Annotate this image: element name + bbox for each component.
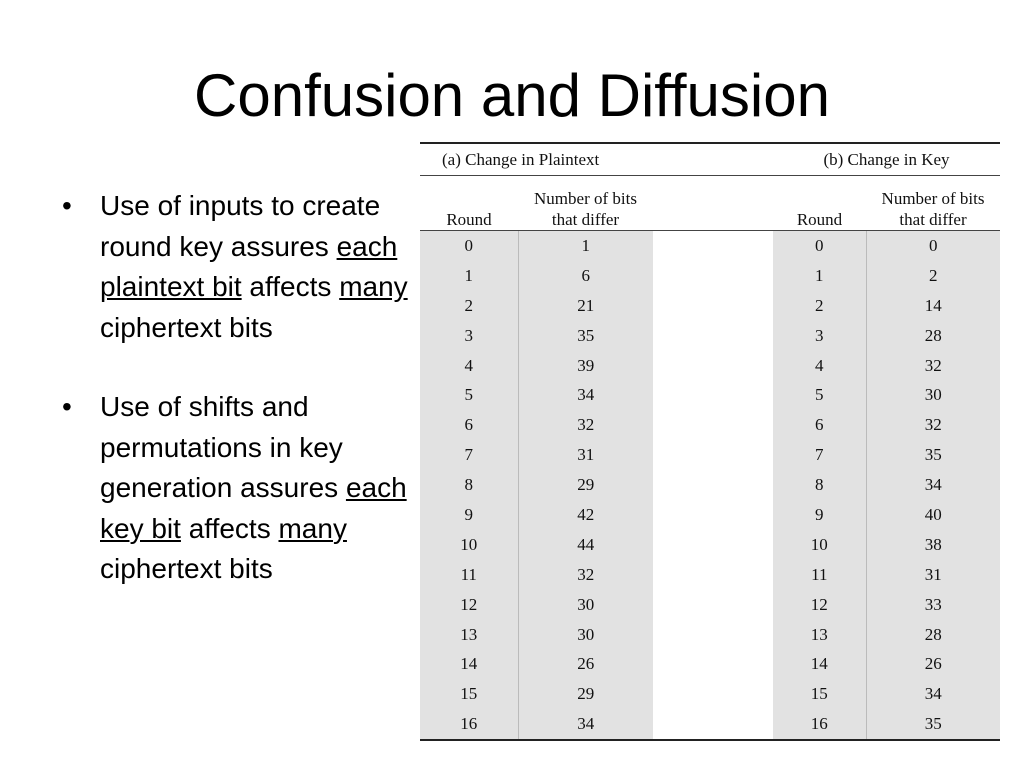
key-bits-cell: 35 bbox=[866, 709, 1000, 740]
plaintext-bits-cell: 42 bbox=[518, 500, 653, 530]
plaintext-round-cell: 11 bbox=[420, 560, 518, 590]
column-header-bits: Number of bits that differ bbox=[518, 176, 653, 231]
bits-difference-table bbox=[420, 142, 1000, 740]
gap-cell bbox=[653, 620, 773, 650]
plaintext-bits-cell: 29 bbox=[518, 679, 653, 709]
plaintext-round-cell: 7 bbox=[420, 440, 518, 470]
plaintext-round-cell: 9 bbox=[420, 500, 518, 530]
key-round-cell: 0 bbox=[773, 231, 866, 261]
plaintext-bits-cell: 1 bbox=[518, 231, 653, 261]
key-round-cell: 16 bbox=[773, 709, 866, 740]
plaintext-bits-cell: 34 bbox=[518, 380, 653, 410]
bullet-dot: • bbox=[62, 190, 72, 221]
table-row bbox=[420, 560, 1000, 590]
key-round-cell: 11 bbox=[773, 560, 866, 590]
key-bits-cell: 40 bbox=[866, 500, 1000, 530]
key-bits-cell: 2 bbox=[866, 261, 1000, 291]
table-row bbox=[420, 709, 1000, 740]
plaintext-bits-cell: 32 bbox=[518, 560, 653, 590]
gap-cell bbox=[653, 679, 773, 709]
plaintext-round-cell: 6 bbox=[420, 410, 518, 440]
gap-cell bbox=[653, 560, 773, 590]
slide-title: Confusion and Diffusion bbox=[194, 62, 830, 129]
column-header-bits: Number of bits that differ bbox=[866, 176, 1000, 231]
plaintext-bits-cell: 44 bbox=[518, 530, 653, 560]
bullet-dot: • bbox=[62, 391, 72, 422]
key-bits-cell: 33 bbox=[866, 590, 1000, 620]
plaintext-bits-cell: 30 bbox=[518, 590, 653, 620]
column-header-round: Round bbox=[773, 176, 866, 231]
table-row bbox=[420, 470, 1000, 500]
key-round-cell: 1 bbox=[773, 261, 866, 291]
key-bits-cell: 0 bbox=[866, 231, 1000, 261]
table-row bbox=[420, 590, 1000, 620]
table-row bbox=[420, 500, 1000, 530]
key-round-cell: 3 bbox=[773, 321, 866, 351]
bullet-text: Use of inputs to create round key assures each plaintext bit affects many ciphertext bits bbox=[100, 190, 408, 343]
gap-cell bbox=[653, 500, 773, 530]
key-bits-cell: 28 bbox=[866, 321, 1000, 351]
gap-cell bbox=[653, 470, 773, 500]
plaintext-bits-cell: 35 bbox=[518, 321, 653, 351]
key-bits-cell: 34 bbox=[866, 470, 1000, 500]
bullet-item bbox=[62, 186, 414, 348]
table-row bbox=[420, 410, 1000, 440]
gap-cell bbox=[653, 351, 773, 381]
key-round-cell: 14 bbox=[773, 649, 866, 679]
plaintext-round-cell: 4 bbox=[420, 351, 518, 381]
plaintext-round-cell: 14 bbox=[420, 649, 518, 679]
group-header-plaintext: (a) Change in Plaintext bbox=[420, 143, 773, 176]
plaintext-round-cell: 13 bbox=[420, 620, 518, 650]
key-round-cell: 5 bbox=[773, 380, 866, 410]
plaintext-round-cell: 16 bbox=[420, 709, 518, 740]
table-row bbox=[420, 261, 1000, 291]
key-round-cell: 15 bbox=[773, 679, 866, 709]
key-round-cell: 2 bbox=[773, 291, 866, 321]
gap-cell bbox=[653, 380, 773, 410]
key-round-cell: 7 bbox=[773, 440, 866, 470]
table-row bbox=[420, 380, 1000, 410]
key-bits-cell: 26 bbox=[866, 649, 1000, 679]
table-row bbox=[420, 231, 1000, 261]
plaintext-round-cell: 2 bbox=[420, 291, 518, 321]
gap-cell bbox=[653, 261, 773, 291]
bullet-item bbox=[62, 387, 414, 590]
key-round-cell: 9 bbox=[773, 500, 866, 530]
key-bits-cell: 31 bbox=[866, 560, 1000, 590]
key-bits-cell: 38 bbox=[866, 530, 1000, 560]
key-round-cell: 12 bbox=[773, 590, 866, 620]
bullet-text: Use of shifts and permutations in key generation assures each key bit affects many ciphertext bits bbox=[100, 391, 407, 584]
key-bits-cell: 28 bbox=[866, 620, 1000, 650]
gap-cell bbox=[653, 440, 773, 470]
gap-cell bbox=[653, 291, 773, 321]
key-round-cell: 8 bbox=[773, 470, 866, 500]
plaintext-round-cell: 8 bbox=[420, 470, 518, 500]
plaintext-round-cell: 1 bbox=[420, 261, 518, 291]
plaintext-bits-cell: 31 bbox=[518, 440, 653, 470]
key-round-cell: 6 bbox=[773, 410, 866, 440]
plaintext-bits-cell: 30 bbox=[518, 620, 653, 650]
bullet-list bbox=[62, 186, 414, 629]
plaintext-round-cell: 12 bbox=[420, 590, 518, 620]
table-row bbox=[420, 620, 1000, 650]
gap-cell bbox=[653, 231, 773, 261]
key-bits-cell: 30 bbox=[866, 380, 1000, 410]
gap-cell bbox=[653, 321, 773, 351]
table-row bbox=[420, 440, 1000, 470]
plaintext-round-cell: 0 bbox=[420, 231, 518, 261]
plaintext-round-cell: 10 bbox=[420, 530, 518, 560]
gap-cell bbox=[653, 649, 773, 679]
plaintext-bits-cell: 34 bbox=[518, 709, 653, 740]
table-row bbox=[420, 351, 1000, 381]
table-row bbox=[420, 649, 1000, 679]
gap-cell bbox=[653, 530, 773, 560]
plaintext-bits-cell: 29 bbox=[518, 470, 653, 500]
table-row bbox=[420, 530, 1000, 560]
key-round-cell: 13 bbox=[773, 620, 866, 650]
gap-cell bbox=[653, 709, 773, 740]
underlined-text: many bbox=[278, 512, 347, 544]
plaintext-bits-cell: 32 bbox=[518, 410, 653, 440]
column-gap bbox=[653, 176, 773, 231]
key-bits-cell: 14 bbox=[866, 291, 1000, 321]
underlined-text: each plaintext bit bbox=[100, 230, 398, 302]
key-bits-cell: 34 bbox=[866, 679, 1000, 709]
column-header-round: Round bbox=[420, 176, 518, 231]
plaintext-round-cell: 3 bbox=[420, 321, 518, 351]
gap-cell bbox=[653, 590, 773, 620]
underlined-text: many bbox=[339, 271, 408, 302]
table-row bbox=[420, 291, 1000, 321]
key-bits-cell: 32 bbox=[866, 410, 1000, 440]
underlined-text: each key bit bbox=[100, 472, 407, 544]
key-bits-cell: 32 bbox=[866, 351, 1000, 381]
plaintext-bits-cell: 39 bbox=[518, 351, 653, 381]
key-round-cell: 10 bbox=[773, 530, 866, 560]
plaintext-bits-cell: 6 bbox=[518, 261, 653, 291]
plaintext-bits-cell: 21 bbox=[518, 291, 653, 321]
key-bits-cell: 35 bbox=[866, 440, 1000, 470]
plaintext-round-cell: 15 bbox=[420, 679, 518, 709]
table-row bbox=[420, 679, 1000, 709]
key-round-cell: 4 bbox=[773, 351, 866, 381]
table-row bbox=[420, 321, 1000, 351]
gap-cell bbox=[653, 410, 773, 440]
plaintext-bits-cell: 26 bbox=[518, 649, 653, 679]
group-header-key: (b) Change in Key bbox=[773, 143, 1000, 176]
plaintext-round-cell: 5 bbox=[420, 380, 518, 410]
